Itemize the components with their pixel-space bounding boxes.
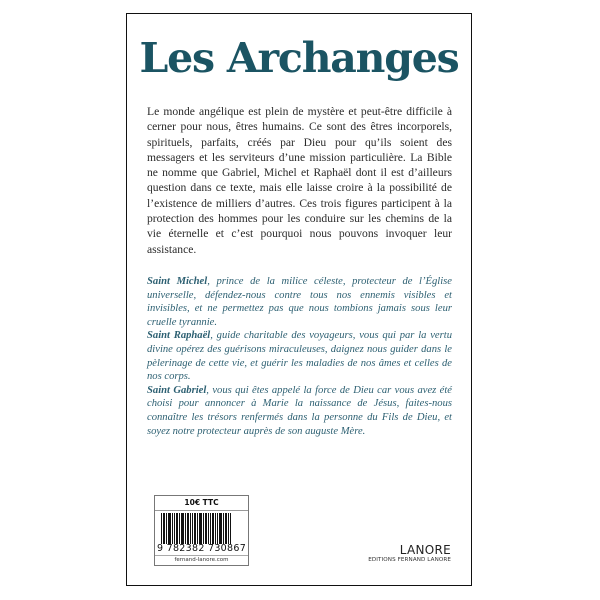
prayer-gabriel xyxy=(147,384,452,438)
barcode-icon xyxy=(161,513,242,547)
prayer-text: , vous qui êtes appelé la force de Dieu car vous avez été choisi pour annoncer à Marie la naissance de Jésus, faites-nous connaître les trésors renfermés dans la personne du Fils de Dieu, et soyez notre protecteur auprès de son auguste Mère. xyxy=(147,384,452,437)
book-back-cover xyxy=(126,13,472,586)
prayer-michel xyxy=(147,275,452,329)
barcode-label xyxy=(154,495,249,566)
book-title: Les Archanges xyxy=(139,34,459,82)
publisher-name: EDITIONS FERNAND LANORE xyxy=(368,557,451,563)
prayer-name: Saint Michel xyxy=(147,276,208,287)
isbn-number: 9 782382 730867 xyxy=(156,543,247,554)
publisher-block xyxy=(368,544,451,565)
publisher-website: fernand-lanore.com xyxy=(155,555,248,565)
prayer-text: , guide charitable des voyageurs, vous qui par la vertu divine opérez des guérisons miraculeuses, daignez nous guider dans le pèlerinage de cette vie, et guérir les maladies de nos âmes et celles de nos corps. xyxy=(147,330,452,383)
prayers-section xyxy=(147,275,452,438)
publisher-logo: LANORE xyxy=(399,543,451,557)
prayer-name: Saint Gabriel xyxy=(147,384,207,396)
prayer-text: , prince de la milice céleste, protecteur de l’Église universelle, défendez-nous contre tous nos ennemis visibles et invisibles, et ne permettez pas que nous tombions jamais sous leur cruelle tyrannie. xyxy=(147,276,452,328)
blurb-text: Le monde angélique est plein de mystère et peut-être difficile à cerner pour nous, êtres humains. Ce sont des êtres incorporels, spirituels, parfaits, créés par Dieu pour qu’ils soient des messagers et les serviteurs d’une mission particulière. La Bible ne nomme que Gabriel, Michel et Raphaël dont il est d’ailleurs question dans ce texte, mais elle laisse croire à la possibilité de l’existence de milliers d’autres. Ces trois figures participent à la protection des hommes pour les conduire sur les chemins de la vie éternelle et c’est pourquoi nous pouvons invoquer leur assistance. xyxy=(147,105,452,256)
prayer-raphael xyxy=(147,329,452,383)
price-label: 10€ TTC xyxy=(155,496,248,511)
prayer-name: Saint Raphaël xyxy=(147,330,211,342)
